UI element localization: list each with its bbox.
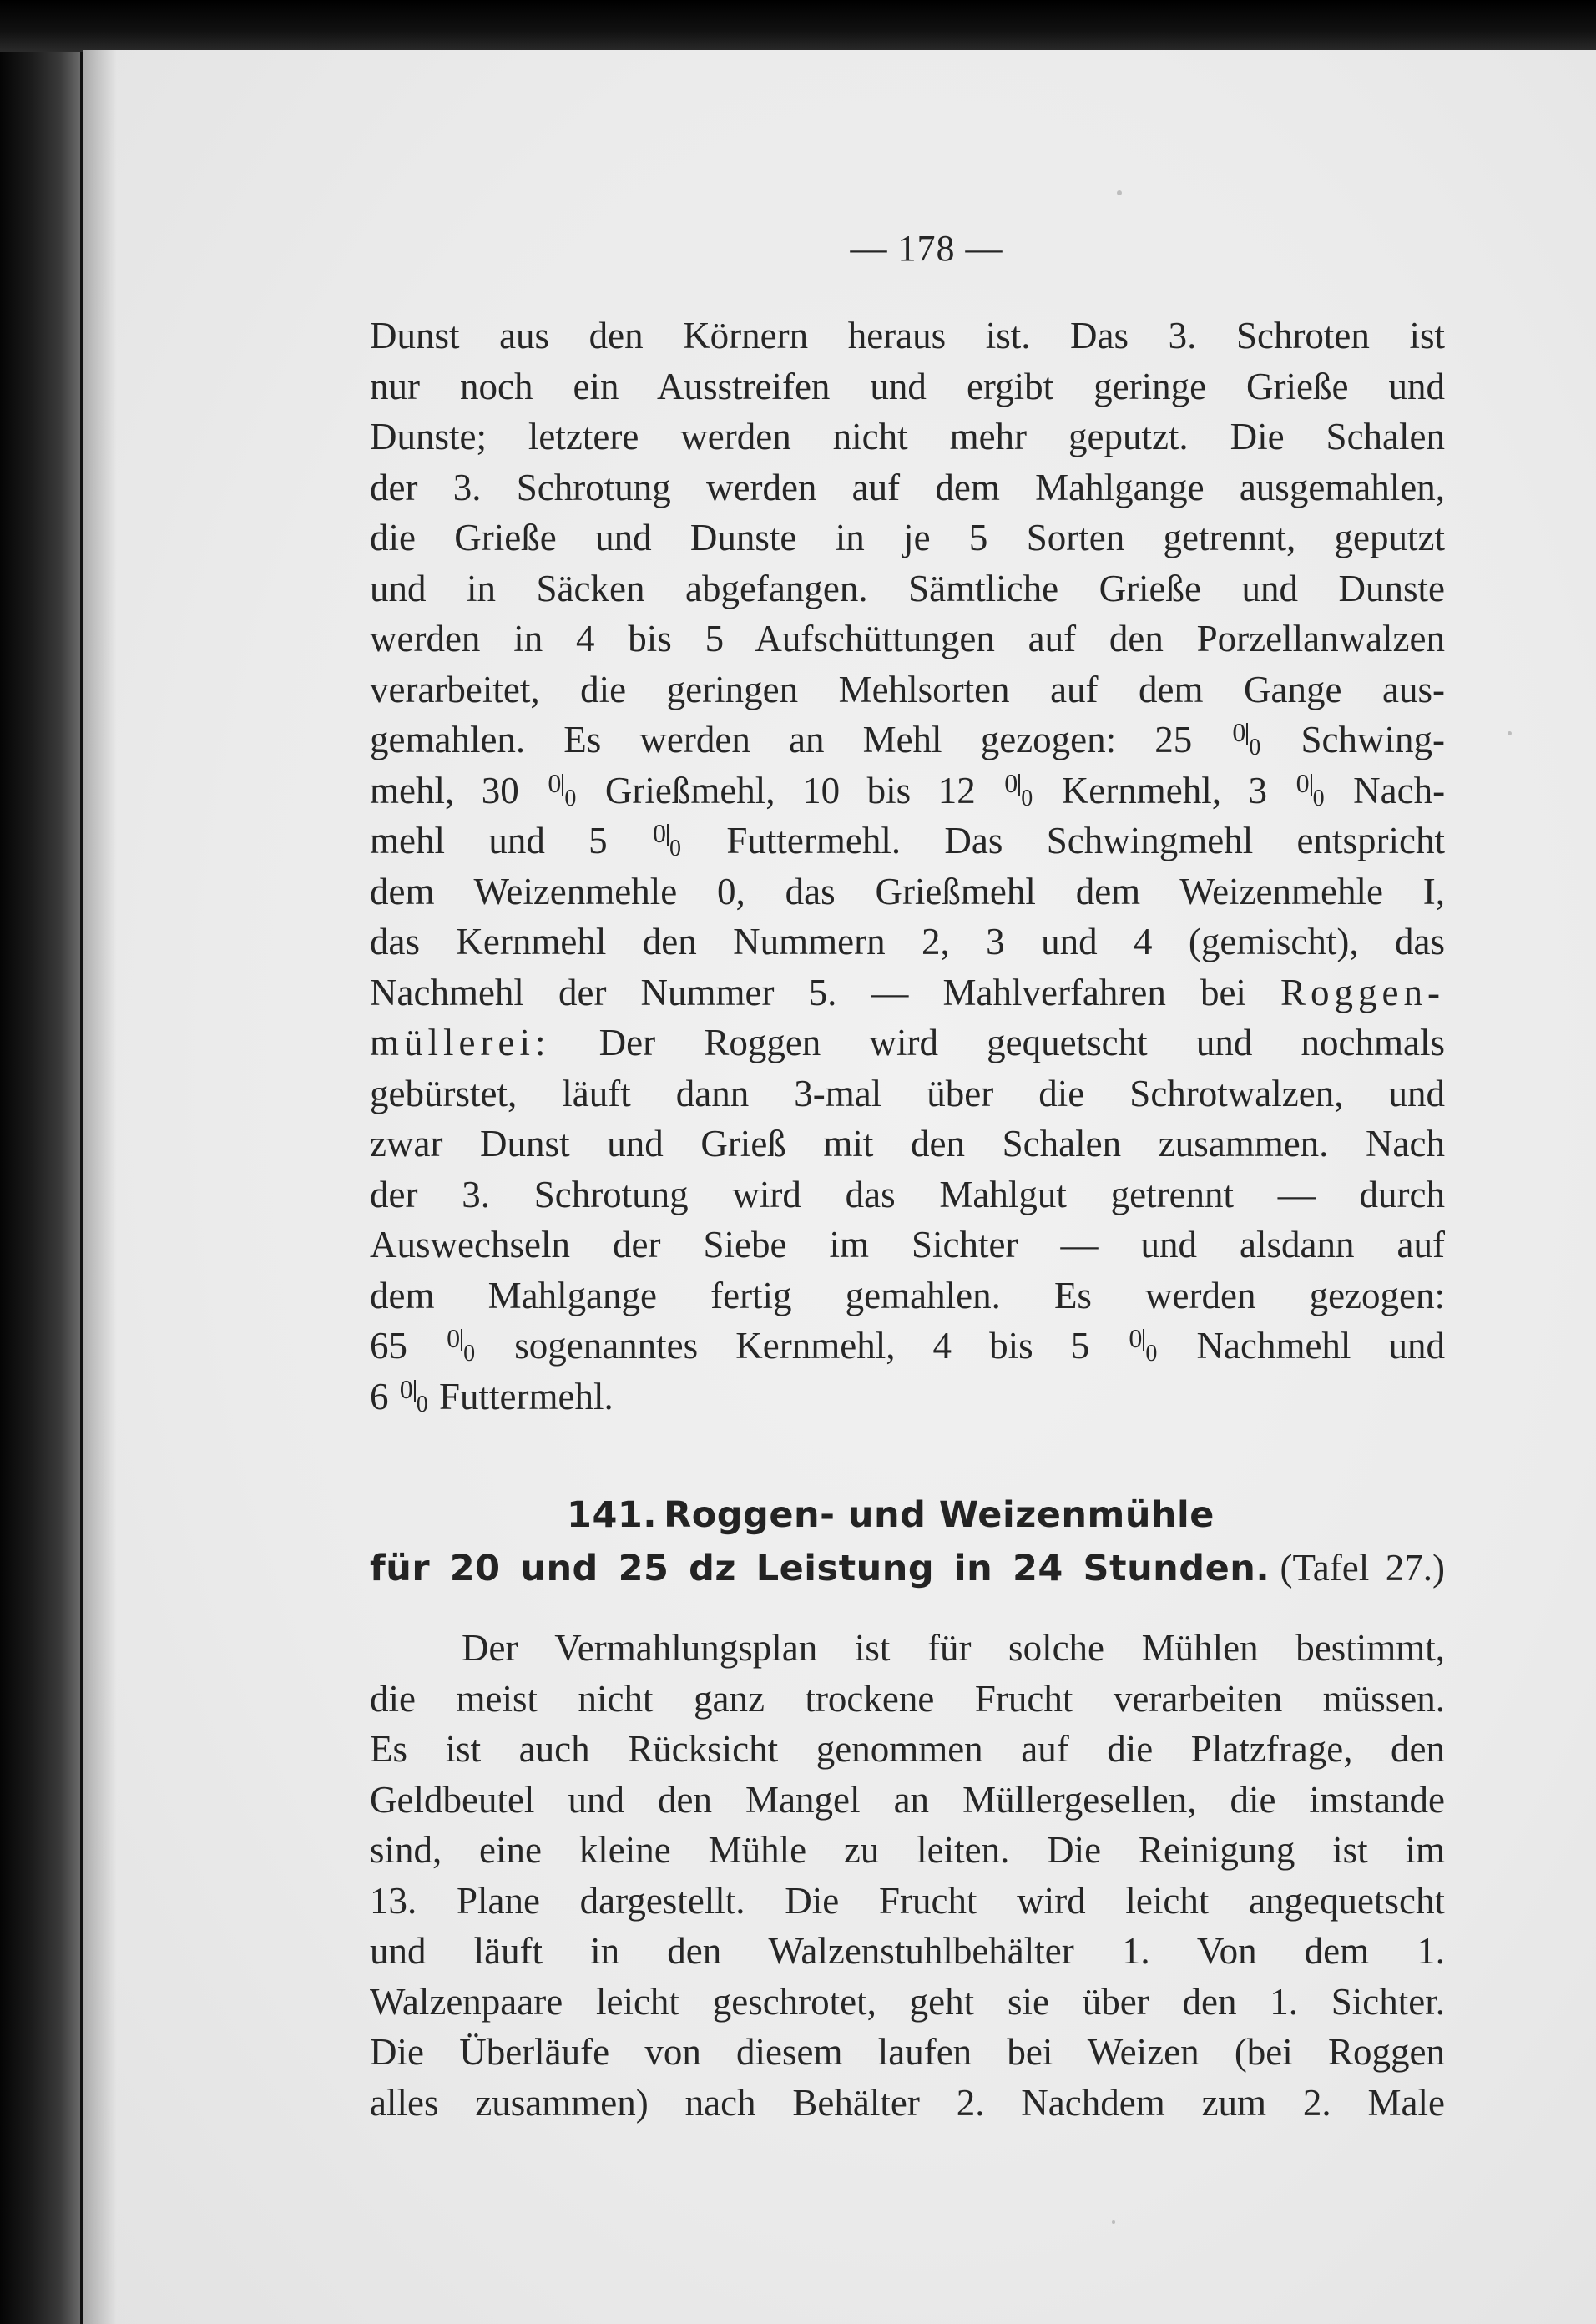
- gutter-shadow: [83, 50, 117, 2324]
- text-line: das Kernmehl den Nummern 2, 3 und 4 (gemischt), das: [370, 921, 1445, 962]
- text-line: [370, 967, 1445, 1018]
- text-line: werden in 4 bis 5 Aufschüttungen auf den Porzellanwalzen: [370, 618, 1445, 659]
- percent-top: 0: [1129, 1323, 1143, 1354]
- percent-top: 0: [1004, 767, 1018, 798]
- percent-sign: [1295, 767, 1326, 811]
- spaced-emphasis: müllerei:: [370, 1022, 551, 1063]
- percent-top: 0: [447, 1323, 461, 1354]
- plate-reference: (Tafel 27.): [1280, 1547, 1445, 1589]
- section-number: 141.: [567, 1494, 658, 1536]
- text-line: Geldbeutel und den Mangel an Müllergesellen, die imstande: [370, 1778, 1445, 1821]
- spaced-emphasis: Roggen-: [1280, 971, 1446, 1013]
- text-segment: Kernmehl, 3: [1061, 769, 1268, 811]
- text-line: sind, eine kleine Mühle zu leiten. Die Reinigung ist im: [370, 1829, 1445, 1871]
- text-line: der 3. Schrotung wird das Mahlgut getrennt — durch: [370, 1173, 1445, 1215]
- percent-top: 0: [653, 818, 667, 849]
- text-line: [370, 1018, 1445, 1069]
- percent-sign: [445, 1325, 477, 1366]
- percent-top: 0: [1295, 767, 1310, 798]
- text-line: zwar Dunst und Grieß mit den Schalen zusammen. Nach: [370, 1123, 1445, 1165]
- percent-bottom: 0: [669, 836, 682, 862]
- text-line: [370, 765, 1445, 816]
- scan-top-edge: [0, 0, 1596, 52]
- text-line: und in Säcken abgefangen. Sämtliche Grieße und Dunste: [370, 567, 1445, 609]
- text-segment: sogenanntes Kernmehl, 4 bis 5: [514, 1325, 1090, 1367]
- percent-sign: [1003, 767, 1034, 811]
- text-segment: Nachmehl der Nummer 5. — Mahlverfahren bei: [370, 971, 1246, 1013]
- page-number: — 178 —: [850, 228, 1003, 269]
- text-line: nur noch ein Ausstreifen und ergibt geringe Grieße und: [370, 365, 1445, 407]
- percent-bottom: 0: [463, 1341, 476, 1367]
- heading-line: [370, 1494, 1445, 1546]
- text-segment: Schwing-: [1301, 719, 1445, 760]
- body-paragraph: [370, 311, 1445, 1422]
- text-segment: 65: [370, 1325, 407, 1367]
- paper-speck: [1508, 731, 1512, 735]
- percent-top: 0: [1232, 717, 1246, 748]
- book-spine: [0, 0, 80, 2324]
- text-segment: Nach-: [1353, 769, 1446, 811]
- text-line: und läuft in den Walzenstuhlbehälter 1. Von dem 1.: [370, 1930, 1445, 1972]
- text-line: alles zusammen) nach Behälter 2. Nachdem zum 2. Male: [370, 2081, 1445, 2124]
- text-segment: 6: [370, 1375, 389, 1417]
- heading-line: [370, 1546, 1445, 1598]
- text-line: dem Weizenmehle 0, das Grießmehl dem Weizenmehle I,: [370, 870, 1445, 912]
- percent-sign: [1230, 719, 1262, 760]
- paper-speck: [1112, 2220, 1115, 2224]
- text-segment: Der Roggen wird gequetscht und nochmals: [598, 1022, 1445, 1063]
- text-line: Der Vermahlungsplan ist für solche Mühlen bestimmt,: [462, 1627, 1445, 1669]
- text-line: die meist nicht ganz trockene Frucht verarbeiten müssen.: [370, 1677, 1445, 1720]
- percent-top: 0: [548, 767, 562, 798]
- text-line: Dunst aus den Körnern heraus ist. Das 3. Schroten ist: [370, 315, 1445, 356]
- percent-sign: [1127, 1325, 1159, 1366]
- text-line: verarbeitet, die geringen Mehlsorten auf dem Gange aus-: [370, 668, 1445, 710]
- text-line: [370, 1372, 1445, 1422]
- percent-bottom: 0: [416, 1391, 428, 1417]
- text-line: Walzenpaare leicht geschrotet, geht sie über den 1. Sichter.: [370, 1980, 1445, 2023]
- text-segment: Nachmehl und: [1196, 1325, 1446, 1367]
- section-title-line2: für 20 und 25 dz Leistung in 24 Stunden.: [370, 1548, 1270, 1589]
- text-segment: mehl, 30: [370, 769, 519, 811]
- text-line: Dunste; letztere werden nicht mehr geputzt. Die Schalen: [370, 416, 1445, 457]
- percent-sign: [546, 767, 578, 811]
- text-line: der 3. Schrotung werden auf dem Mahlgange ausgemahlen,: [370, 466, 1445, 508]
- section-paragraph: [370, 1623, 1445, 2128]
- text-line: Auswechseln der Siebe im Sichter — und alsdann auf: [370, 1224, 1445, 1266]
- percent-sign: [651, 820, 683, 861]
- text-segment: mehl und 5: [370, 820, 608, 861]
- text-segment: Futtermehl. Das Schwingmehl entspricht: [726, 820, 1446, 861]
- section-heading: [370, 1494, 1445, 1598]
- percent-bottom: 0: [1145, 1341, 1158, 1367]
- section-title-line1: Roggen- und Weizenmühle: [664, 1494, 1215, 1536]
- text-segment: gemahlen. Es werden an Mehl gezogen: 25: [370, 719, 1193, 760]
- percent-bottom: 0: [1021, 785, 1033, 811]
- text-segment: Grießmehl, 10 bis 12: [604, 769, 976, 811]
- paper-speck: [1117, 190, 1122, 195]
- text-line: [370, 1321, 1445, 1372]
- text-line: [370, 715, 1445, 765]
- percent-sign: [398, 1373, 430, 1417]
- text-line: Die Überläufe von diesem laufen bei Weizen (bei Roggen: [370, 2031, 1445, 2073]
- text-line: 13. Plane dargestellt. Die Frucht wird leicht angequetscht: [370, 1879, 1445, 1922]
- percent-top: 0: [399, 1373, 413, 1404]
- text-line: [370, 816, 1445, 866]
- text-line: Es ist auch Rücksicht genommen auf die Platzfrage, den: [370, 1728, 1445, 1770]
- percent-bottom: 0: [1312, 785, 1325, 811]
- percent-bottom: 0: [564, 785, 577, 811]
- text-line: dem Mahlgange fertig gemahlen. Es werden gezogen:: [370, 1274, 1445, 1316]
- text-line: die Grieße und Dunste in je 5 Sorten getrennt, geputzt: [370, 517, 1445, 558]
- text-segment: Futtermehl.: [439, 1375, 614, 1417]
- percent-bottom: 0: [1249, 735, 1261, 761]
- text-line: gebürstet, läuft dann 3-mal über die Schrotwalzen, und: [370, 1072, 1445, 1114]
